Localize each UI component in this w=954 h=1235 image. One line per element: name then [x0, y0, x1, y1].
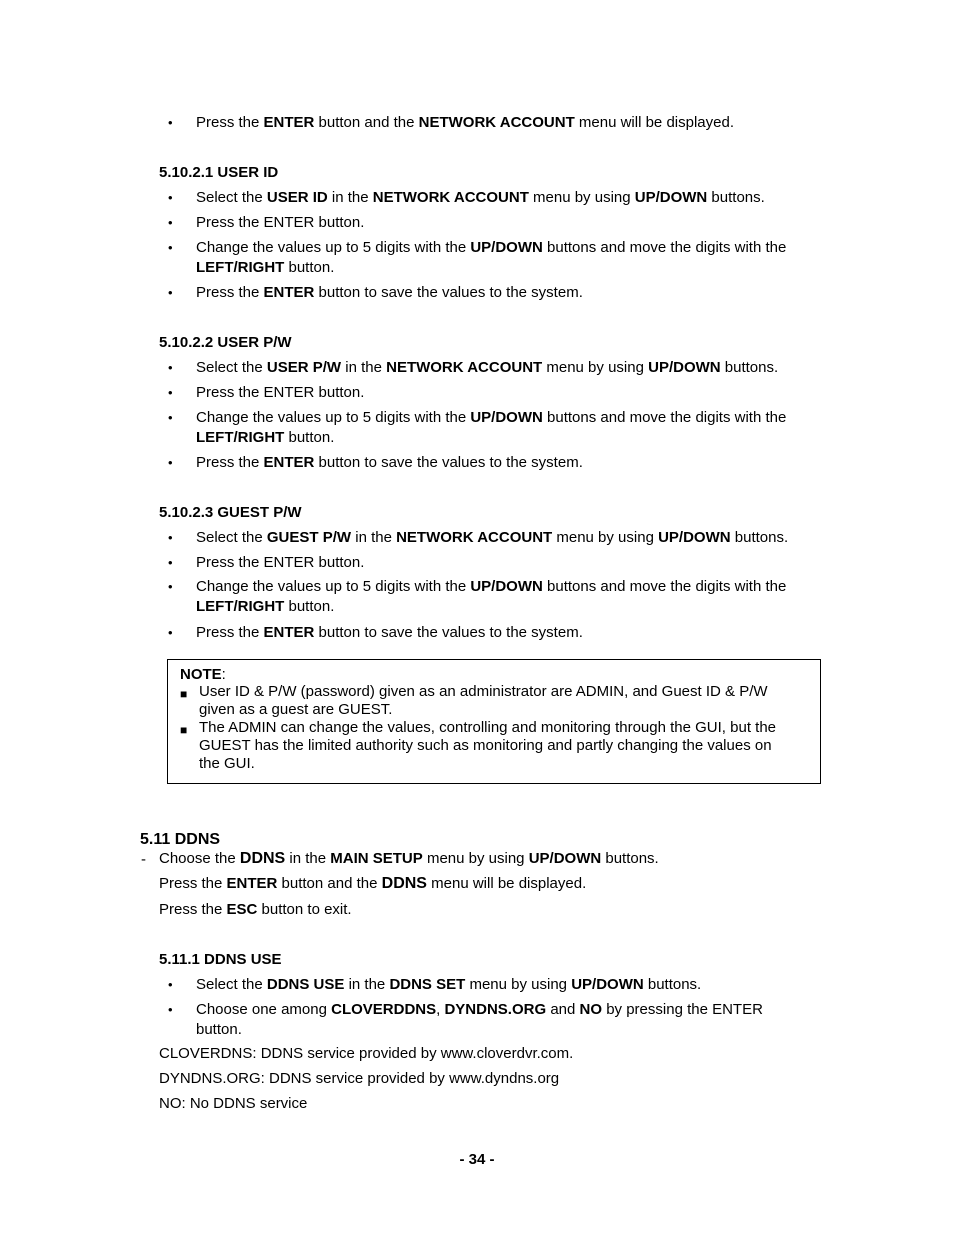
user-id-step-4: Press the ENTER button to save the values to the system.: [196, 284, 583, 301]
bullet-icon: •: [168, 190, 173, 205]
ddns-use-step-2: Choose one among CLOVERDDNS, DYNDNS.ORG and NO by pressing the ENTER button.: [196, 1001, 763, 1038]
bullet-icon: •: [168, 215, 173, 230]
bullet-icon: •: [168, 455, 173, 470]
bullet-icon: •: [168, 1002, 173, 1017]
bullet-icon: •: [168, 555, 173, 570]
user-pw-step-1: Select the USER P/W in the NETWORK ACCOUNT menu by using UP/DOWN buttons.: [196, 359, 779, 376]
ddns-line-1: Choose the DDNS in the MAIN SETUP menu by using UP/DOWN buttons.: [159, 850, 659, 867]
bullet-icon: •: [168, 115, 173, 130]
note-title: NOTE:: [180, 666, 226, 683]
section-heading-user-pw: 5.10.2.2 USER P/W: [159, 334, 292, 351]
ddns-line-3: Press the ESC button to exit.: [159, 901, 352, 918]
ddns-option-no: NO: No DDNS service: [159, 1095, 308, 1112]
bullet-icon: •: [168, 625, 173, 640]
ddns-option-dyndns: DYNDNS.ORG: DDNS service provided by www.dyndns.org: [159, 1070, 560, 1087]
ddns-option-cloverdns: CLOVERDNS: DDNS service provided by www.cloverdvr.com.: [159, 1045, 574, 1062]
section-heading-guest-pw: 5.10.2.3 GUEST P/W: [159, 504, 302, 521]
bullet-icon: •: [168, 977, 173, 992]
section-heading-user-id: 5.10.2.1 USER ID: [159, 164, 279, 181]
intro-text: Press the ENTER button and the NETWORK ACCOUNT menu will be displayed.: [196, 114, 734, 131]
guest-pw-step-1: Select the GUEST P/W in the NETWORK ACCOUNT menu by using UP/DOWN buttons.: [196, 529, 789, 546]
bullet-icon: •: [168, 240, 173, 255]
section-heading-ddns: 5.11 DDNS: [140, 831, 221, 848]
section-heading-ddns-use: 5.11.1 DDNS USE: [159, 951, 282, 968]
bullet-icon: •: [168, 360, 173, 375]
note-box: [167, 659, 821, 784]
user-id-step-3: Change the values up to 5 digits with the UP/DOWN buttons and move the digits with the LEFT/RIGHT button.: [196, 239, 787, 276]
dash-marker: -: [141, 851, 146, 868]
guest-pw-step-4: Press the ENTER button to save the values to the system.: [196, 624, 583, 641]
user-pw-step-2: Press the ENTER button.: [196, 384, 365, 401]
note-item-1: User ID & P/W (password) given as an administrator are ADMIN, and Guest ID & P/W given as a guest are GUEST.: [199, 683, 768, 718]
ddns-use-step-1: Select the DDNS USE in the DDNS SET menu by using UP/DOWN buttons.: [196, 976, 702, 993]
bullet-icon: •: [168, 285, 173, 300]
user-pw-step-3: Change the values up to 5 digits with the UP/DOWN buttons and move the digits with the LEFT/RIGHT button.: [196, 409, 787, 446]
note-item-2: The ADMIN can change the values, controlling and monitoring through the GUI, but the GUEST has the limited authority such as monitoring and partly changing the values on the GUI.: [199, 719, 777, 772]
bullet-icon: •: [168, 385, 173, 400]
user-id-step-2: Press the ENTER button.: [196, 214, 365, 231]
square-bullet-icon: ■: [180, 687, 188, 701]
bullet-icon: •: [168, 530, 173, 545]
user-pw-step-4: Press the ENTER button to save the values to the system.: [196, 454, 583, 471]
ddns-line-2: Press the ENTER button and the DDNS menu will be displayed.: [159, 875, 587, 892]
guest-pw-step-3: Change the values up to 5 digits with the UP/DOWN buttons and move the digits with the LEFT/RIGHT button.: [196, 578, 787, 615]
bullet-icon: •: [168, 410, 173, 425]
square-bullet-icon: ■: [180, 723, 188, 737]
guest-pw-step-2: Press the ENTER button.: [196, 554, 365, 571]
bullet-icon: •: [168, 579, 173, 594]
page-number: - 34 -: [459, 1151, 495, 1168]
user-id-step-1: Select the USER ID in the NETWORK ACCOUNT menu by using UP/DOWN buttons.: [196, 189, 765, 206]
